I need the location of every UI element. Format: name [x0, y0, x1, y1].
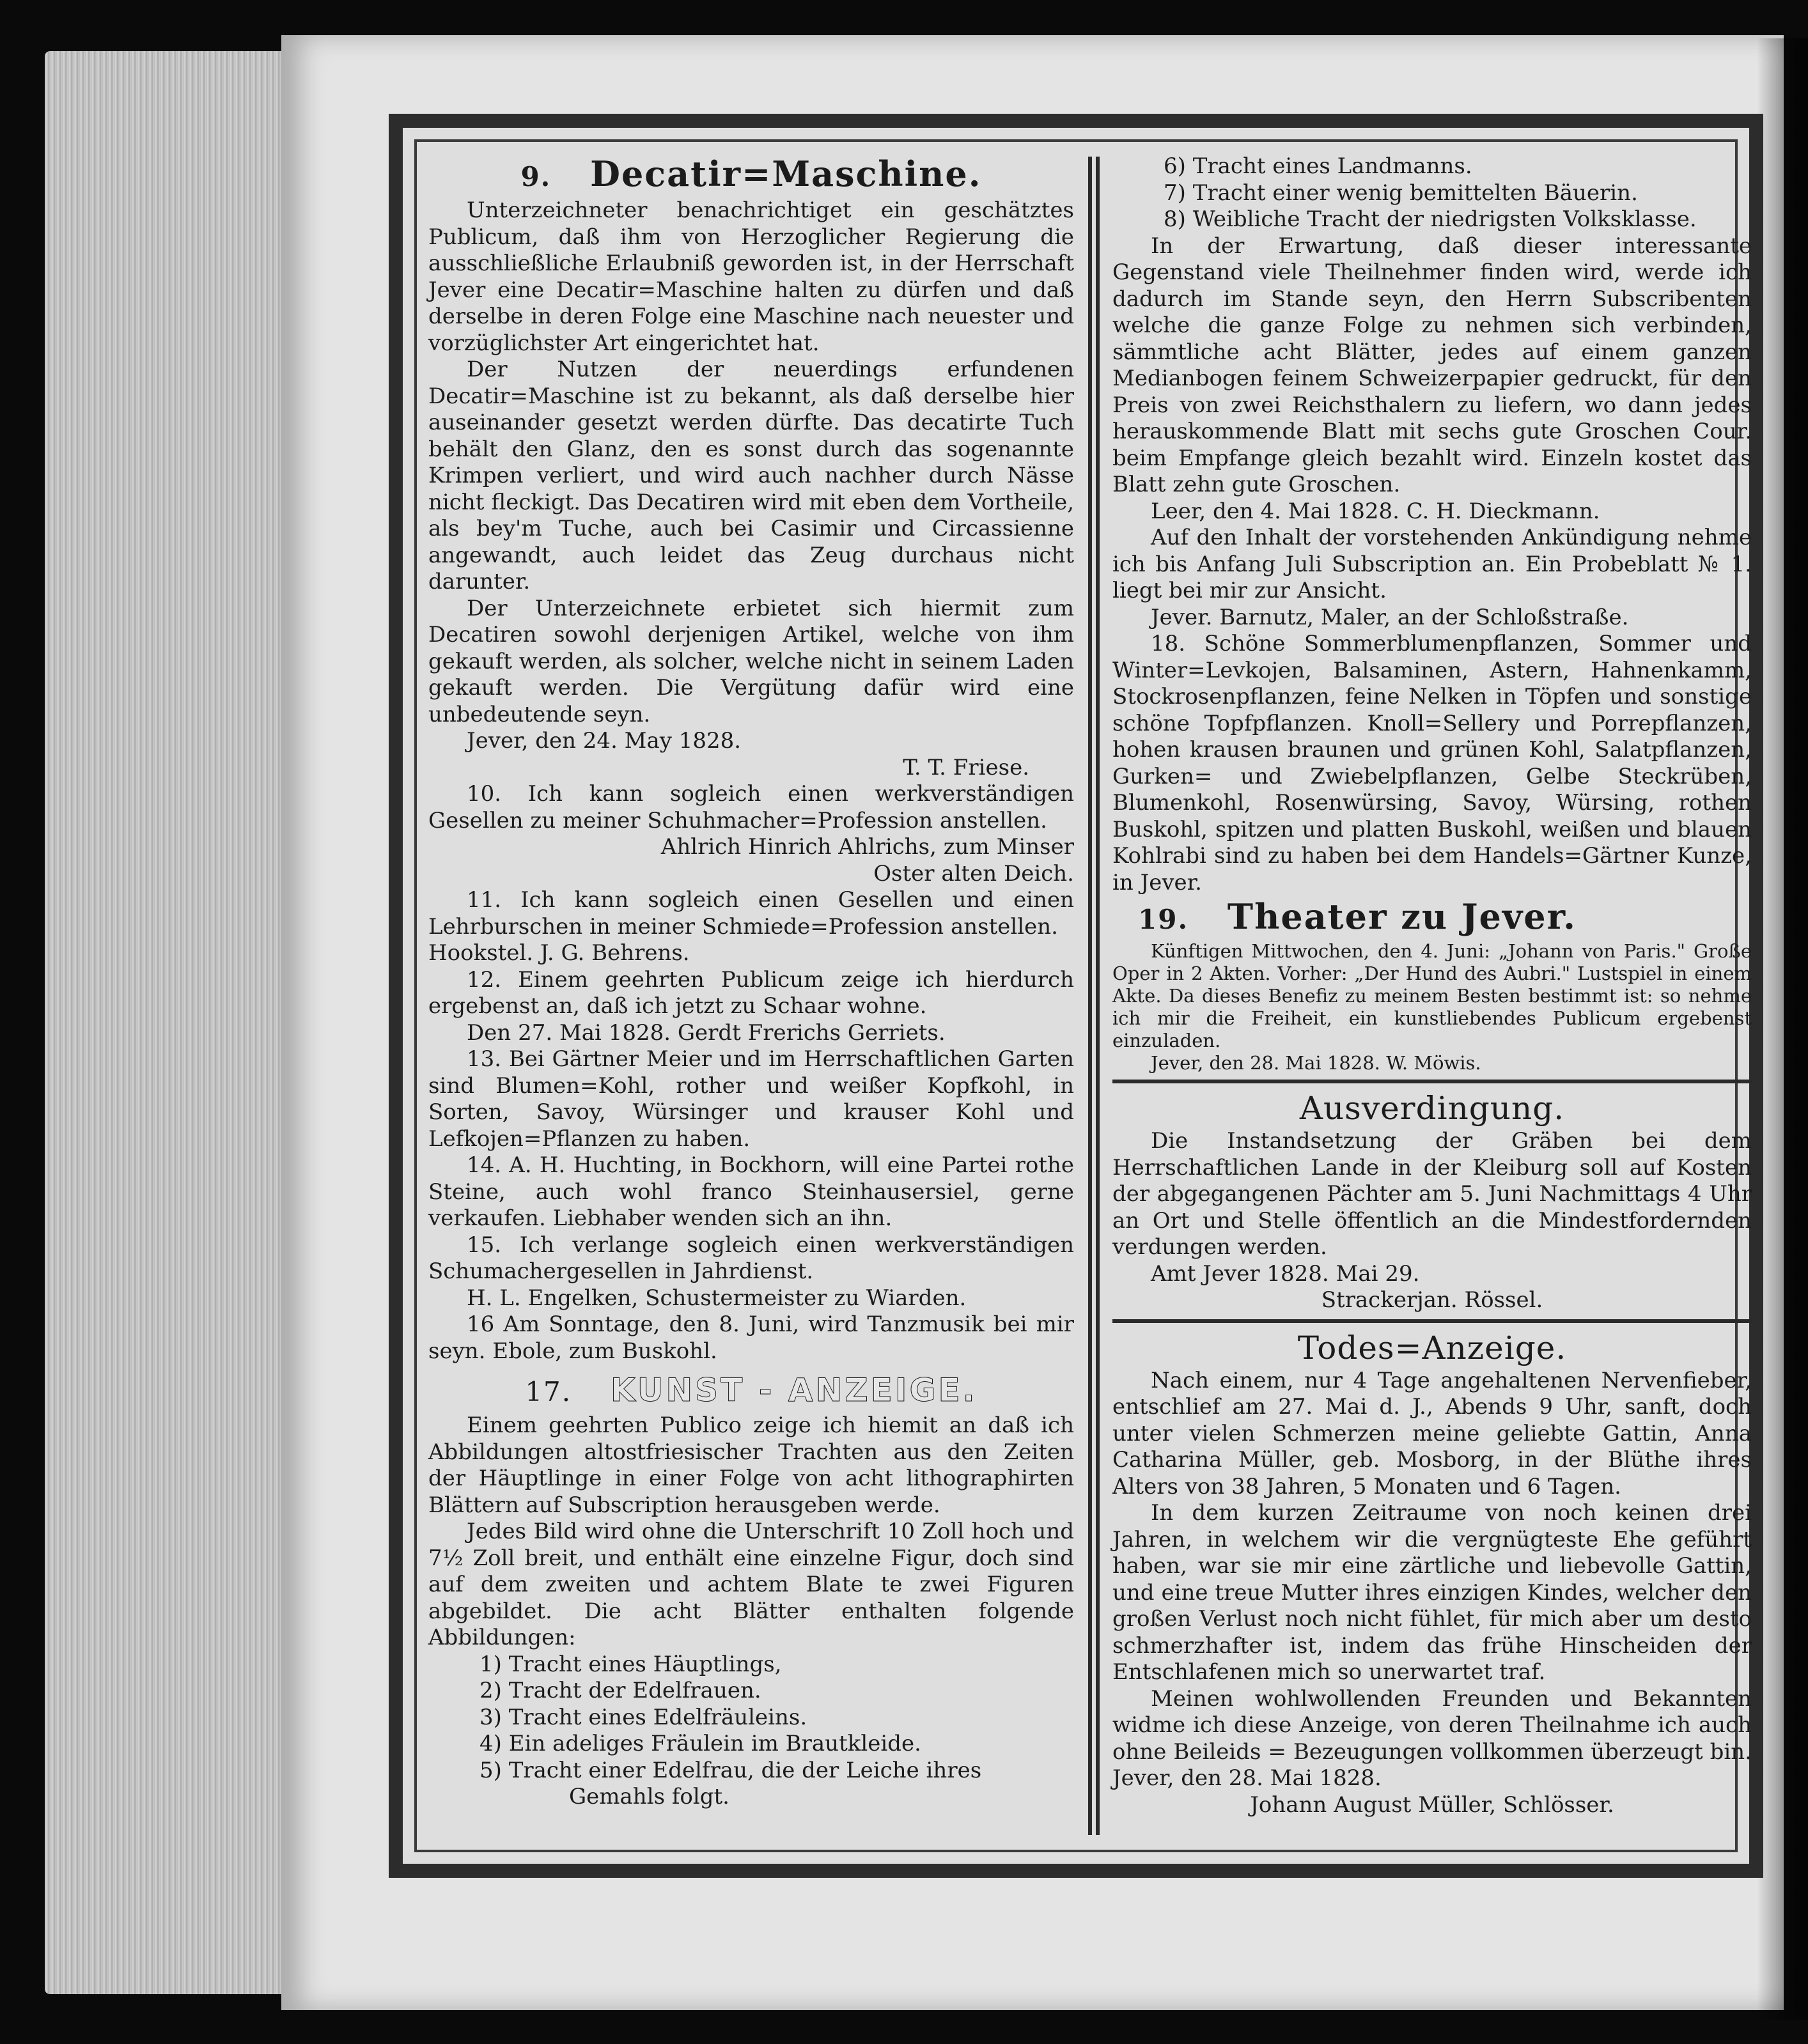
ad-17-title: KUNST - ANZEIGE. [610, 1372, 978, 1409]
ad-17-number: 17. [525, 1376, 572, 1407]
ad-17-paragraph-3: In der Erwartung, daß dieser interessante Gegenstand viele Theilnehmer finden wird, werde ich dadurch im Stande seyn, den Herrn Subscribenten welche die ganze Folge zu nehmen sich verbinden, sämmtliche acht Blätter, jedes auf einem ganzen Medianbogen feinem Schweizerpapier gedruckt, für den Preis von zwei Reichsthalern zu liefern, wo dann jedes herauskommende Blatt mit sechs gute Groschen Cour. beim Empfange gleich bezahlt wird. Einzeln kostet das Blatt zehn gute Groschen. [1112, 233, 1752, 497]
column-divider [1088, 157, 1100, 1835]
ad-17-list-item: 7) Tracht einer wenig bemittelten Bäuerin. [1164, 180, 1638, 206]
section-rule [1112, 1319, 1752, 1323]
ad-10-signature-2: Oster alten Deich. [873, 860, 1074, 887]
ad-12-signature: Den 27. Mai 1828. Gerdt Frerichs Gerriets. [467, 1019, 946, 1046]
ausverdingung-text: Die Instandsetzung der Gräben bei dem Herrschaftlichen Lande in der Kleiburg soll auf Kosten der abgegangenen Pächter am 5. Juni Nachmittags 4 Uhr an Ort und Stelle öffentlich an die Mindestfordernden verdungen werden. [1112, 1128, 1752, 1260]
ad-19-number: 19. [1138, 904, 1189, 935]
ad-9-heading [428, 153, 1074, 197]
ad-9-number: 9. [520, 161, 552, 192]
ausverdingung-title: Ausverdingung. [1299, 1090, 1565, 1127]
ad-18-text: 18. Schöne Sommerblumenpflanzen, Sommer und Winter=Levkojen, Balsaminen, Astern, Hahnenkamm, Stockrosenpflanzen, feine Nelken in Töpfen und sonstige schöne Topfpflanzen. Knoll=Sellery und Porrepflanzen, hohen krausen braunen und grünen Kohl, Salatpflanzen, Gurken= und Zwiebelpflanzen, Gelbe Steckrüben, Blumenkohl, Rosenwürsing, Savoy, Würsing, rothen Buskohl, spitzen und platten Buskohl, weißen und blauen Kohlrabi sind zu haben bei dem Handels=Gärtner Kunze, in Jever. [1112, 631, 1752, 895]
right-column [1112, 153, 1752, 1818]
todes-anzeige-paragraph-3: Meinen wohlwollenden Freunden und Bekannten widme ich diese Anzeige, von deren Theilnahme ich auch ohne Beileids = Bezeugungen vollkommen überzeugt bin. Jever, den 28. Mai 1828. [1112, 1685, 1752, 1791]
ad-9-paragraph-3: Der Unterzeichnete erbietet sich hiermit zum Decatiren sowohl derjenigen Artikel, welche von ihm gekauft werden, als solcher, welche nicht in seinem Laden gekauft werden. Die Vergütung dafür wird eine unbedeutende seyn. [428, 595, 1074, 727]
ad-17-list-item: 2) Tracht der Edelfrauen. [479, 1678, 761, 1703]
left-column [428, 153, 1074, 1811]
ad-17-list-item: Gemahls folgt. [569, 1784, 729, 1809]
ausverdingung-date: Amt Jever 1828. Mai 29. [1151, 1260, 1420, 1287]
ornamental-frame [389, 114, 1763, 1878]
todes-anzeige-paragraph-1: Nach einem, nur 4 Tage angehaltenen Nervenfieber, entschlief am 27. Mai d. J., Abends 9 Uhr, sanft, doch unter vielen Schmerzen meine geliebte Gattin, Anna Catharina Müller, geb. Mosborg, in der Blüthe ihres Alters von 38 Jahren, 5 Monaten und 6 Tagen. [1112, 1367, 1752, 1499]
todes-anzeige-paragraph-2: In dem kurzen Zeitraume von noch keinen drei Jahren, in welchem wir die vergnügteste Ehe geführt haben, war sie mir eine zärtliche und liebevolle Gattin, und eine treue Mutter ihres einzigen Kindes, welcher den großen Verlust noch nicht fühlet, für mich aber um desto schmerzhafter ist, indem das frühe Hinscheiden der Entschlafenen mich so unerwartet traf. [1112, 1500, 1752, 1685]
ad-11-text: 11. Ich kann sogleich einen Gesellen und einen Lehrburschen in meiner Schmiede=Profession anstellen. [428, 887, 1074, 940]
ad-10-signature-1: Ahlrich Hinrich Ahlrichs, zum Minser [660, 834, 1074, 860]
ad-17-signature-2: Jever. Barnutz, Maler, an der Schloßstraße. [1151, 604, 1629, 630]
ad-19-heading [1112, 896, 1752, 940]
ausverdingung-signature: Strackerjan. Rössel. [1321, 1287, 1543, 1313]
ad-19-text: Künftigen Mittwochen, den 4. Juni: „Johann von Paris." Große Oper in 2 Akten. Vorher: „Der Hund des Aubri." Lustspiel in einem Akte. Da dieses Benefiz zu meinem Besten bestimmt ist: so nehme ich mir die Freiheit, ein kunstliebendes Publicum ergebenst einzuladen. [1112, 940, 1752, 1051]
ad-14-text: 14. A. H. Huchting, in Bockhorn, will eine Partei rothe Steine, auch wohl franco Steinhausersiel, gerne verkaufen. Liebhaber wenden sich an ihn. [428, 1152, 1074, 1231]
ad-17-paragraph-2: Jedes Bild wird ohne die Unterschrift 10 Zoll hoch und 7½ Zoll breit, und enthält eine einzelne Figur, doch sind auf dem zweiten und achtem Blate te zwei Figuren abgebildet. Die acht Blätter enthalten folgende Abbildungen: [428, 1519, 1074, 1650]
ad-17-list-item: 1) Tracht eines Häuptlings, [479, 1651, 782, 1677]
ad-17-list-item: 4) Ein adeliges Fräulein im Brautkleide. [479, 1731, 921, 1756]
book-page-edges [45, 51, 300, 1994]
ad-19-title: Theater zu Jever. [1227, 896, 1577, 937]
ad-10-text: 10. Ich kann sogleich einen werkverständigen Gesellen zu meiner Schuhmacher=Profession anstellen. [428, 781, 1074, 833]
ad-17-paragraph-1: Einem geehrten Publico zeige ich hiemit an daß ich Abbildungen altostfriesischer Trachten aus den Zeiten der Häuptlinge in einer Folge von acht lithographirten Blättern auf Subscription herausgeben werde. [428, 1413, 1074, 1518]
ad-9-date: Jever, den 24. May 1828. [467, 728, 742, 754]
ad-17-list-item: 5) Tracht einer Edelfrau, die der Leiche ihres [479, 1757, 982, 1783]
ad-16-text: 16 Am Sonntage, den 8. Juni, wird Tanzmusik bei mir seyn. Ebole, zum Buskohl. [428, 1312, 1074, 1364]
section-rule [1112, 1080, 1752, 1083]
ad-19-signature: Jever, den 28. Mai 1828. W. Möwis. [1151, 1052, 1481, 1074]
page-gutter-shadow [1757, 38, 1808, 2020]
todes-anzeige-title: Todes=Anzeige. [1297, 1329, 1567, 1367]
ad-13-text: 13. Bei Gärtner Meier und im Herrschaftlichen Garten sind Blumen=Kohl, rother und weißer Kopfkohl, in Sorten, Savoy, Würsinger und krauser Kohl und Lefkojen=Pflanzen zu haben. [428, 1046, 1074, 1152]
todes-anzeige-signature: Johann August Müller, Schlösser. [1250, 1792, 1614, 1818]
ad-9-paragraph-2: Der Nutzen der neuerdings erfundenen Decatir=Maschine ist zu bekannt, als daß derselbe hier auseinander gesetzt werden dürfte. Das decatirte Tuch behält den Glanz, den es sonst durch das sogenannte Krimpen verliert, und wird auch nachher durch Nässe nicht fleckigt. Das Decatiren wird mit eben dem Vortheile, als bey'm Tuche, auch bei Casimir und Circassienne angewandt, auch leidet das Zeug durchaus nicht darunter. [428, 357, 1074, 594]
ad-17-paragraph-4: Auf den Inhalt der vorstehenden Ankündigung nehme ich bis Anfang Juli Subscription an. Ein Probeblatt № 1. liegt bei mir zur Ansicht. [1112, 525, 1752, 603]
ad-11-signature: Hookstel. J. G. Behrens. [428, 940, 690, 966]
ad-9-signature: T. T. Friese. [903, 754, 1029, 780]
ad-15-signature: H. L. Engelken, Schustermeister zu Wiarden. [467, 1285, 967, 1311]
ad-12-text: 12. Einem geehrten Publicum zeige ich hierdurch ergebenst an, daß ich jetzt zu Schaar wohne. [428, 966, 1074, 1019]
ad-17-list-item: 8) Weibliche Tracht der niedrigsten Volksklasse. [1164, 206, 1697, 232]
ad-17-list-item: 6) Tracht eines Landmanns. [1164, 153, 1472, 179]
ad-17-signature: Leer, den 4. Mai 1828. C. H. Dieckmann. [1151, 498, 1600, 524]
ad-17-heading [428, 1368, 1074, 1413]
ad-9-title: Decatir=Maschine. [590, 153, 982, 194]
ad-15-text: 15. Ich verlange sogleich einen werkverständigen Schumachergesellen in Jahrdienst. [428, 1232, 1074, 1284]
ad-17-list-item: 3) Tracht eines Edelfräuleins. [479, 1704, 807, 1730]
ad-9-paragraph-1: Unterzeichneter benachrichtiget ein geschätztes Publicum, daß ihm von Herzoglicher Regierung die ausschließliche Erlaubniß geworden ist, in der Herrschaft Jever eine Decatir=Maschine halten zu dürfen und daß derselbe in deren Folge eine Maschine nach neuester und vorzüglichster Art eingerichtet hat. [428, 197, 1074, 356]
